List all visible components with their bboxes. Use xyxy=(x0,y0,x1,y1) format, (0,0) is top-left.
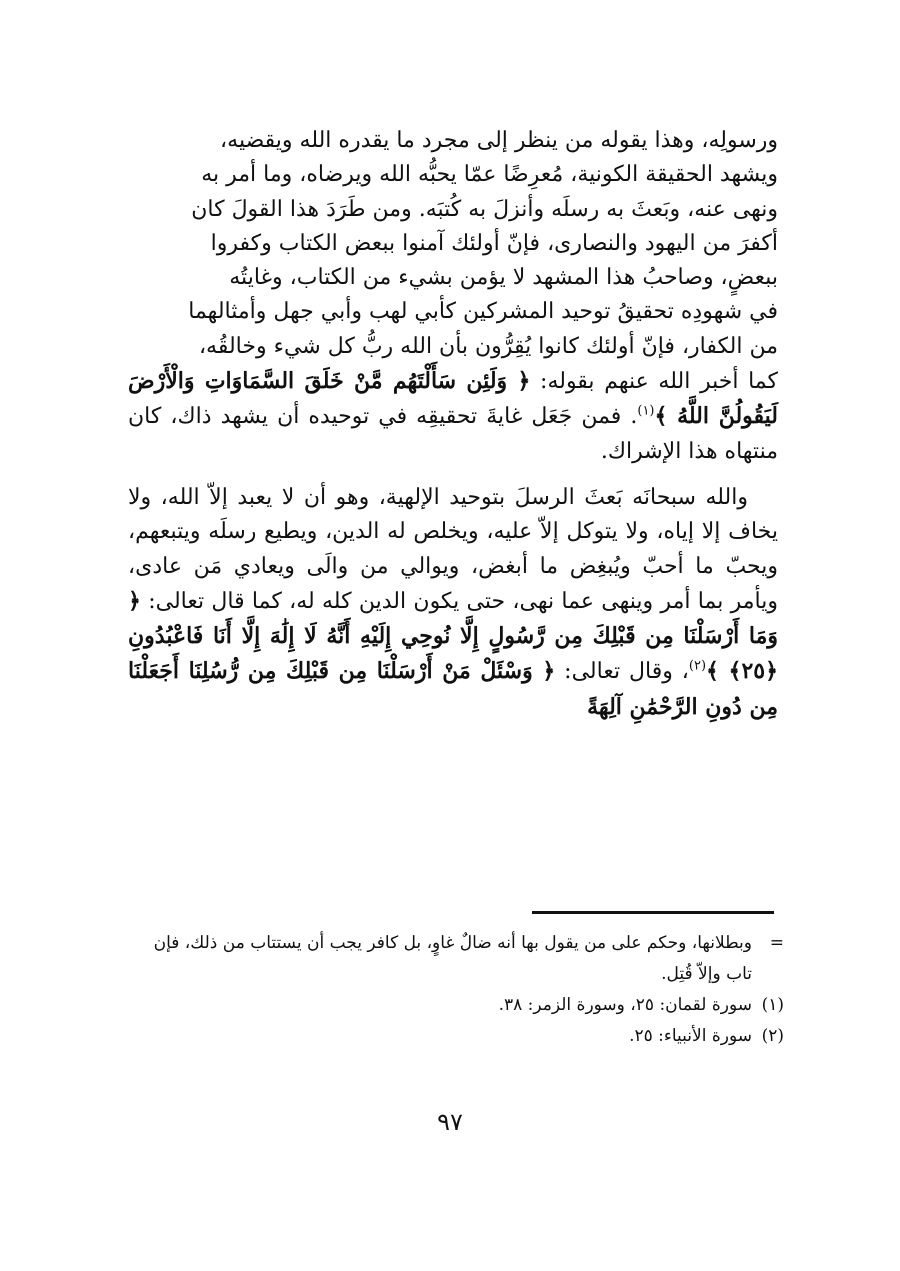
text-line: ببعضٍ، وصاحبُ هذا المشهد لا يؤمن بشيء من الكتاب، وغايتُه xyxy=(229,265,778,291)
footnote-text: وبطلانها، وحكم على من يقول بها أنه ضالٌ غاوٍ، بل كافر يجب أن يستتاب من ذلك، فإن تاب وإلاّ قُتِل. xyxy=(153,933,752,984)
footnote-divider xyxy=(532,911,774,914)
footnote-marker: (٢) xyxy=(761,1026,784,1046)
footnote-item xyxy=(128,990,784,1021)
footnote-ref: (١) xyxy=(637,404,655,420)
footnote-marker: (١) xyxy=(761,995,784,1015)
page-number: ٩٧ xyxy=(437,1108,463,1136)
footnote-text: سورة لقمان: ٢٥، وسورة الزمر: ٣٨. xyxy=(498,995,752,1015)
text-line: من الكفار، فإنّ أولئك كانوا يُقِرُّون بأن الله ربُّ كل شيء وخالقُه، xyxy=(198,333,778,359)
text-line: ورسولِه، وهذا يقوله من ينظر إلى مجرد ما يقدره الله ويقضيه، xyxy=(220,128,778,153)
text-line: ويشهد الحقيقة الكونية، مُعرِضًا عمّا يحبُّه الله ويرضاه، وما أمر به xyxy=(201,162,778,188)
footnote-ref: (٢) xyxy=(688,659,707,675)
continuation-mark: = xyxy=(769,933,784,953)
quran-verse: ﴿ وَسْئَلْ مَنْ أَرْسَلْنَا مِن قَبْلِكَ مِن رُّسُلِنَا أَجَعَلْنَا مِن دُونِ الرَّحْمَٰنِ آلِهَةً xyxy=(128,658,778,720)
quran-verse: ﴿ وَمَا أَرْسَلْنَا مِن قَبْلِكَ مِن رَّسُولٍ إِلَّا نُوحِي إِلَيْهِ أَنَّهُ لَا إِلَٰهَ إِلَّا أَنَا فَاعْبُدُونِ ﴿٢٥﴾ ﴾ xyxy=(128,587,778,685)
footnote-continuation xyxy=(128,928,784,990)
text-run xyxy=(128,364,778,469)
footnotes xyxy=(128,928,784,1052)
footnote-item xyxy=(128,1021,784,1052)
text-run: والله سبحانَه بَعثَ الرسلَ بتوحيد الإلهية، وهو أن لا يعبد إلاّ الله، ولا يخاف إلا إياه، ولا يتوكل إلاّ عليه، ويخلص له الدين، ويطيع رسلَه ويتبعهم، ويحبّ ما أحبّ ويُبغِض ما أبغض، ويوالي من والَى ويعادي مَن عادى، ويأمر بما أمر وينهى عما نهى، حتى يكون الدين كله له، كما قال تعالى: xyxy=(128,484,778,614)
text-run: ، وقال تعالى: xyxy=(555,659,689,685)
paragraph-2 xyxy=(128,481,778,725)
text-run: كما أخبر الله عنهم بقوله: xyxy=(530,369,778,395)
paragraph-1 xyxy=(128,124,778,469)
main-text-block xyxy=(128,124,778,725)
text-line: في شهودِه تحقيقُ توحيد المشركين كأبي لهب وأبي جهل وأمثالهما xyxy=(188,299,778,325)
footnote-text: سورة الأنبياء: ٢٥. xyxy=(629,1026,752,1046)
text-line: ونهى عنه، وبَعثَ به رسلَه وأنزلَ به كُتبَه. ومن طَرَدَ هذا القولَ كان xyxy=(191,196,778,222)
text-run: . فمن جَعَل غايةَ تحقيقِه في توحيده أن يشهد ذاك، كان منتهاه هذا الإشراك. xyxy=(128,404,778,464)
text-line: أكفرَ من اليهود والنصارى، فإنّ أولئك آمنوا ببعض الكتاب وكفروا xyxy=(210,230,778,256)
quran-verse: ﴿ وَلَئِن سَأَلْتَهُم مَّنْ خَلَقَ السَّمَاوَاتِ وَالْأَرْضَ لَيَقُولُنَّ اللَّهُ ﴾ xyxy=(128,368,779,430)
